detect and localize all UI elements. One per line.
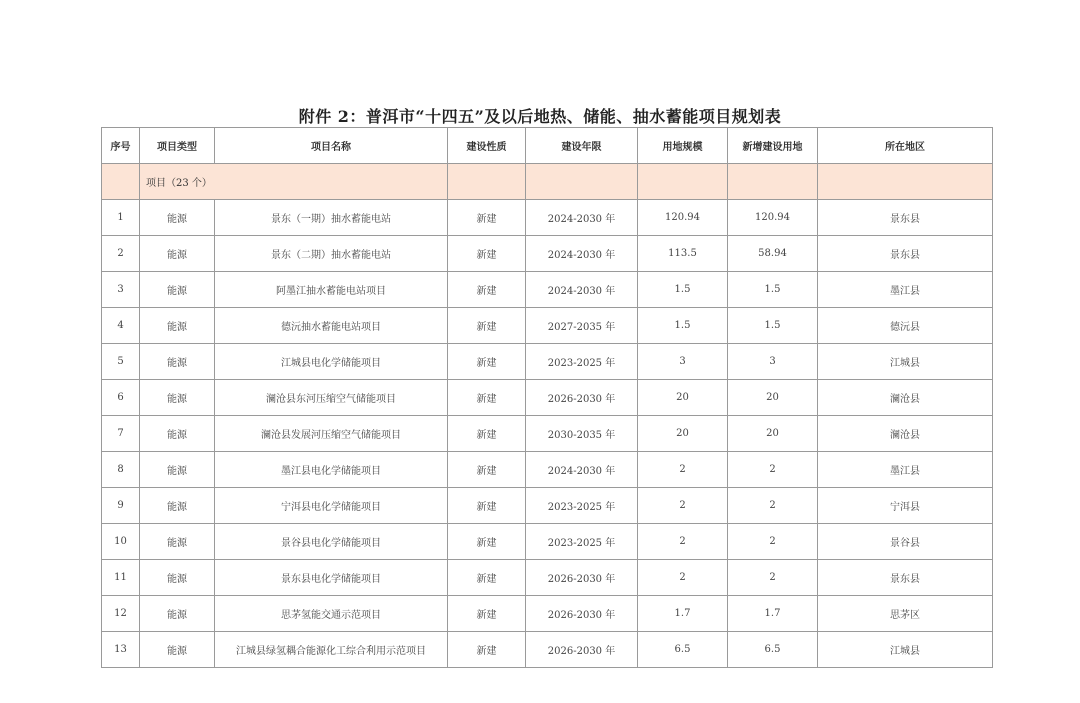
header-cell-index: 序号 xyxy=(102,128,140,164)
cell-type: 能源 xyxy=(140,416,215,452)
cell-region: 景东县 xyxy=(818,560,993,596)
header-cell-period: 建设年限 xyxy=(526,128,638,164)
group-cell-empty xyxy=(448,164,526,200)
cell-period: 2023-2025 年 xyxy=(526,488,638,524)
cell-index: 9 xyxy=(102,488,140,524)
cell-project-name: 德沅抽水蓄能电站项目 xyxy=(215,308,448,344)
cell-land-scale: 113.5 xyxy=(638,236,728,272)
table-row xyxy=(102,416,993,452)
cell-new-land: 2 xyxy=(728,452,818,488)
cell-new-land: 20 xyxy=(728,416,818,452)
cell-region: 景东县 xyxy=(818,200,993,236)
cell-type: 能源 xyxy=(140,272,215,308)
table-row xyxy=(102,236,993,272)
cell-project-name: 江城县绿氢耦合能源化工综合利用示范项目 xyxy=(215,632,448,668)
table-row xyxy=(102,380,993,416)
project-plan-table xyxy=(101,127,993,668)
cell-land-scale: 2 xyxy=(638,452,728,488)
cell-nature: 新建 xyxy=(448,344,526,380)
header-cell-new-land: 新增建设用地 xyxy=(728,128,818,164)
table-row xyxy=(102,272,993,308)
cell-nature: 新建 xyxy=(448,632,526,668)
cell-type: 能源 xyxy=(140,632,215,668)
cell-period: 2026-2030 年 xyxy=(526,632,638,668)
cell-region: 澜沧县 xyxy=(818,380,993,416)
cell-region: 江城县 xyxy=(818,344,993,380)
table-row xyxy=(102,488,993,524)
group-cell-empty xyxy=(818,164,993,200)
cell-type: 能源 xyxy=(140,200,215,236)
table-row xyxy=(102,452,993,488)
cell-nature: 新建 xyxy=(448,416,526,452)
cell-new-land: 6.5 xyxy=(728,632,818,668)
cell-project-name: 澜沧县东河压缩空气储能项目 xyxy=(215,380,448,416)
group-cell-empty xyxy=(638,164,728,200)
cell-region: 宁洱县 xyxy=(818,488,993,524)
cell-index: 5 xyxy=(102,344,140,380)
table-header-row xyxy=(102,128,993,164)
cell-land-scale: 20 xyxy=(638,416,728,452)
cell-project-name: 思茅氢能交通示范项目 xyxy=(215,596,448,632)
cell-index: 4 xyxy=(102,308,140,344)
cell-region: 景东县 xyxy=(818,236,993,272)
cell-project-name: 墨江县电化学储能项目 xyxy=(215,452,448,488)
cell-nature: 新建 xyxy=(448,308,526,344)
cell-new-land: 3 xyxy=(728,344,818,380)
cell-land-scale: 1.5 xyxy=(638,308,728,344)
cell-type: 能源 xyxy=(140,488,215,524)
cell-new-land: 1.5 xyxy=(728,308,818,344)
cell-new-land: 58.94 xyxy=(728,236,818,272)
cell-new-land: 2 xyxy=(728,488,818,524)
group-cell-empty xyxy=(102,164,140,200)
header-cell-name: 项目名称 xyxy=(215,128,448,164)
cell-project-name: 江城县电化学储能项目 xyxy=(215,344,448,380)
cell-land-scale: 1.5 xyxy=(638,272,728,308)
cell-index: 10 xyxy=(102,524,140,560)
cell-type: 能源 xyxy=(140,308,215,344)
group-label: 项目（23 个） xyxy=(140,164,448,200)
cell-project-name: 景谷县电化学储能项目 xyxy=(215,524,448,560)
cell-land-scale: 3 xyxy=(638,344,728,380)
cell-region: 墨江县 xyxy=(818,452,993,488)
cell-type: 能源 xyxy=(140,380,215,416)
cell-type: 能源 xyxy=(140,524,215,560)
table-row xyxy=(102,524,993,560)
header-cell-region: 所在地区 xyxy=(818,128,993,164)
cell-type: 能源 xyxy=(140,560,215,596)
cell-type: 能源 xyxy=(140,236,215,272)
cell-land-scale: 6.5 xyxy=(638,632,728,668)
cell-new-land: 2 xyxy=(728,524,818,560)
group-cell-empty xyxy=(728,164,818,200)
header-cell-type: 项目类型 xyxy=(140,128,215,164)
cell-period: 2026-2030 年 xyxy=(526,560,638,596)
cell-project-name: 阿墨江抽水蓄能电站项目 xyxy=(215,272,448,308)
cell-period: 2023-2025 年 xyxy=(526,344,638,380)
cell-project-name: 景东（二期）抽水蓄能电站 xyxy=(215,236,448,272)
cell-period: 2030-2035 年 xyxy=(526,416,638,452)
cell-period: 2024-2030 年 xyxy=(526,236,638,272)
cell-land-scale: 1.7 xyxy=(638,596,728,632)
cell-region: 江城县 xyxy=(818,632,993,668)
cell-new-land: 120.94 xyxy=(728,200,818,236)
cell-type: 能源 xyxy=(140,452,215,488)
cell-period: 2024-2030 年 xyxy=(526,452,638,488)
cell-type: 能源 xyxy=(140,596,215,632)
cell-project-name: 景东（一期）抽水蓄能电站 xyxy=(215,200,448,236)
cell-type: 能源 xyxy=(140,344,215,380)
cell-index: 6 xyxy=(102,380,140,416)
table-row xyxy=(102,632,993,668)
header-cell-nature: 建设性质 xyxy=(448,128,526,164)
cell-period: 2024-2030 年 xyxy=(526,200,638,236)
cell-new-land: 20 xyxy=(728,380,818,416)
cell-new-land: 1.7 xyxy=(728,596,818,632)
cell-region: 墨江县 xyxy=(818,272,993,308)
group-cell-empty xyxy=(526,164,638,200)
document-title: 附件 2：普洱市“十四五”及以后地热、储能、抽水蓄能项目规划表 xyxy=(298,107,782,126)
table-row xyxy=(102,344,993,380)
cell-period: 2027-2035 年 xyxy=(526,308,638,344)
group-row xyxy=(102,164,993,200)
cell-land-scale: 2 xyxy=(638,560,728,596)
cell-nature: 新建 xyxy=(448,560,526,596)
table-row xyxy=(102,308,993,344)
cell-nature: 新建 xyxy=(448,380,526,416)
cell-index: 13 xyxy=(102,632,140,668)
cell-nature: 新建 xyxy=(448,272,526,308)
table-row xyxy=(102,596,993,632)
cell-land-scale: 2 xyxy=(638,488,728,524)
cell-nature: 新建 xyxy=(448,452,526,488)
cell-land-scale: 120.94 xyxy=(638,200,728,236)
cell-project-name: 景东县电化学储能项目 xyxy=(215,560,448,596)
cell-period: 2023-2025 年 xyxy=(526,524,638,560)
cell-land-scale: 2 xyxy=(638,524,728,560)
cell-period: 2024-2030 年 xyxy=(526,272,638,308)
cell-new-land: 1.5 xyxy=(728,272,818,308)
cell-index: 12 xyxy=(102,596,140,632)
table-row xyxy=(102,200,993,236)
cell-index: 2 xyxy=(102,236,140,272)
cell-region: 景谷县 xyxy=(818,524,993,560)
cell-period: 2026-2030 年 xyxy=(526,596,638,632)
cell-region: 澜沧县 xyxy=(818,416,993,452)
cell-nature: 新建 xyxy=(448,596,526,632)
cell-region: 德沅县 xyxy=(818,308,993,344)
cell-index: 7 xyxy=(102,416,140,452)
cell-nature: 新建 xyxy=(448,524,526,560)
cell-project-name: 宁洱县电化学储能项目 xyxy=(215,488,448,524)
cell-nature: 新建 xyxy=(448,200,526,236)
cell-nature: 新建 xyxy=(448,488,526,524)
cell-region: 思茅区 xyxy=(818,596,993,632)
cell-index: 3 xyxy=(102,272,140,308)
cell-nature: 新建 xyxy=(448,236,526,272)
cell-index: 11 xyxy=(102,560,140,596)
header-cell-land-scale: 用地规模 xyxy=(638,128,728,164)
table-row xyxy=(102,560,993,596)
cell-index: 1 xyxy=(102,200,140,236)
cell-land-scale: 20 xyxy=(638,380,728,416)
cell-project-name: 澜沧县发展河压缩空气储能项目 xyxy=(215,416,448,452)
cell-index: 8 xyxy=(102,452,140,488)
cell-new-land: 2 xyxy=(728,560,818,596)
cell-period: 2026-2030 年 xyxy=(526,380,638,416)
